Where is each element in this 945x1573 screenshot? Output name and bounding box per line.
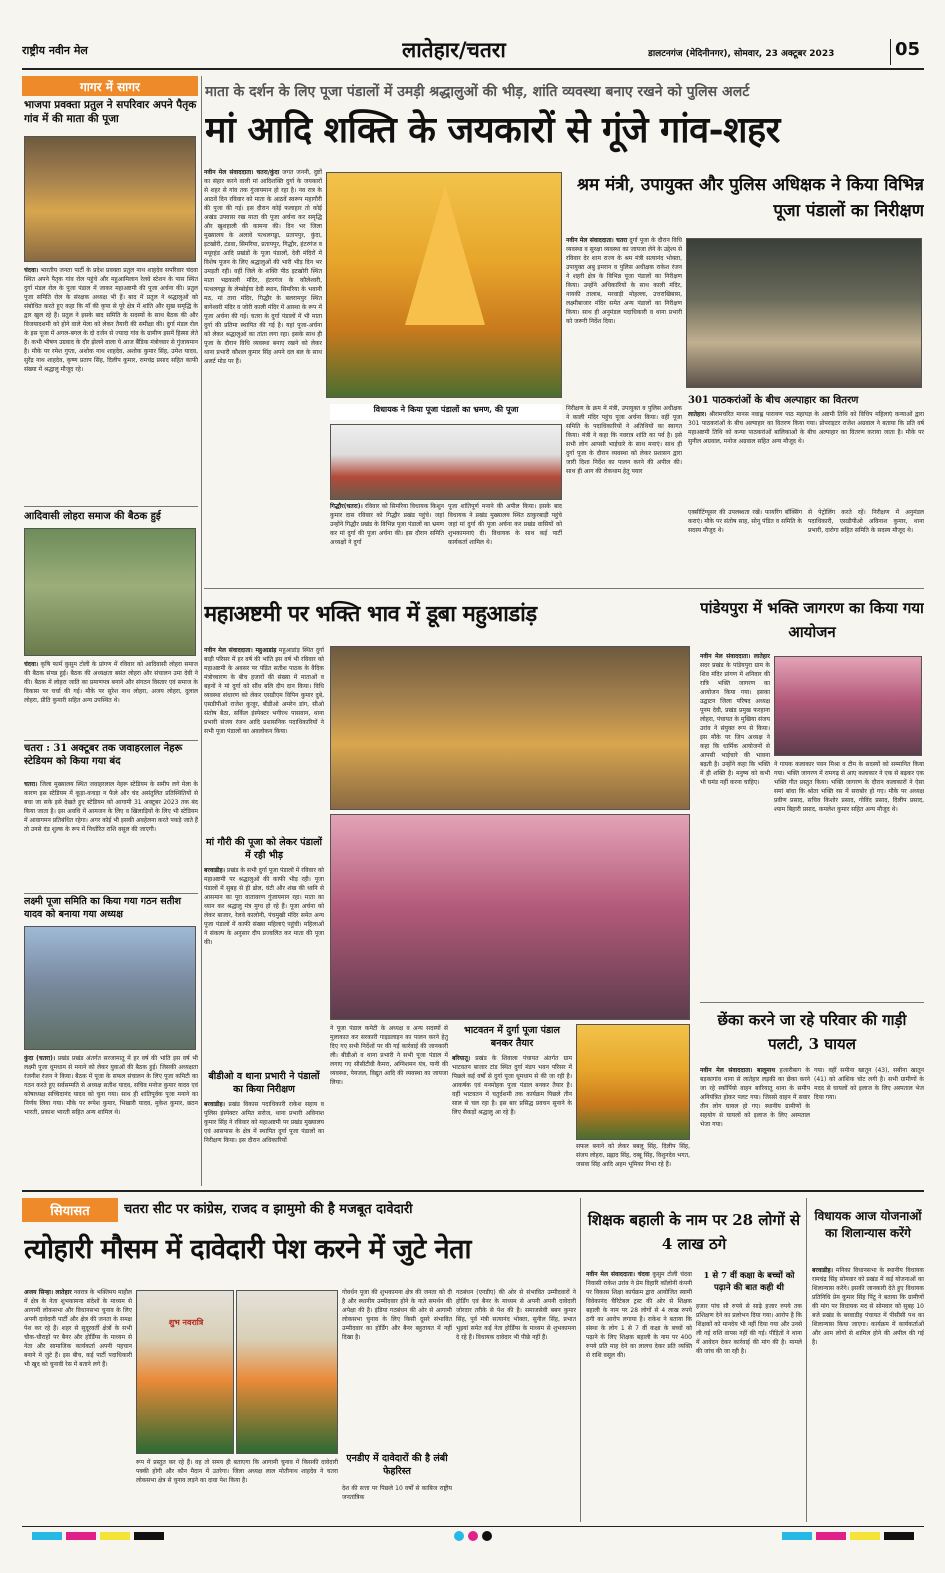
left-story3-text: जिला मुख्यालय स्थित जवाहरलाल नेहरू स्टेडियम के समीप लगे मेला के कारण इस स्टेडियम में कूड़ा-कचड़ा न फैले और चंद असंतुलित प्रतिस्थितियों से बचा जा सके इसे देखते हुए स्टेडियम को आगामी 31 अक्टूबर 2023 तक बंद किया जाता है। इस अवधि में आमजन के लिए व खिलाड़ियों के लिए भी स्टेडियम में आवागमन प्रतिबंधित रहेगा। अगर कोई भी इसकी अवहेलना करते पकड़े जाते हैं तो उनसे दंड शुल्क के रूप में निर्धारित राशि वसूल की जाएगी। (24, 781, 198, 833)
brand-name: राष्ट्रीय नवीन मेल (22, 44, 88, 57)
teacher-body-2: हजार पांच सौ रुपये से साढ़े हजार रुपये तक प्रशिक्षण देने का प्रलोभन दिया गया। आरोप है कि शिक्षकों को मानदेय भी नहीं दिया गया और उनसे ली गई राशि वापस नहीं की गई। पीड़ितों ने थाना में आवेदन देकर कार्रवाई की मांग की है। मामले की जांच की जा रही है। (696, 1303, 802, 1355)
swatch-magenta (66, 1532, 96, 1540)
left-story3-dateline: चतरा। (24, 781, 38, 788)
mahashtami-sub2-body (204, 1100, 324, 1184)
left-story2-dateline: चंदवा। (24, 661, 39, 668)
page-number: 05 (890, 39, 924, 65)
minister-headline: श्रम मंत्री, उपायुक्त और पुलिस अधिक्षक ने किया विभिन्न पूजा पंडालों का निरीक्षण (576, 175, 924, 221)
minister-body-a (566, 236, 682, 402)
left-divider-2 (24, 740, 198, 741)
main-headline: मां आदि शक्ति के जयकारों से गूंजे गांव-शहर (205, 109, 780, 151)
left-story2-body (24, 660, 198, 736)
swatch-black-right (884, 1532, 914, 1540)
swatch-cyan-right (782, 1532, 812, 1540)
swatch-black (134, 1532, 164, 1540)
bhatvatan-body (452, 1054, 572, 1184)
left-story1-dateline: चंदवा। (24, 267, 39, 274)
mahashtami-sub-dateline: बरवाडीह। (204, 867, 225, 874)
left-story1-text: भारतीय जनता पार्टी के प्रदेश प्रवक्ता प्रतुल नाथ शाहदेव सपरिवार चंदवा स्थित अपने पैतृक गांव रोल पहुंचे और महुआमिलान रेलवे स्टेशन के पास स्थित दुर्गा मंडल रोल के पूजा पंडाल में जाकर महाअष्टमी की पूजा अर्चना की। प्रतुल पूजा समिति रोल के संरक्षक अध्यक्ष भी हैं। बाद में प्रतुल ने श्रद्धालुओं को संबोधित करते हुए कहा कि माँ की कृपा से पूरे क्षेत्र में शांति और सुख समृद्धि के द्वार खुल रहे हैं। प्रतुल ने इसके बाद समिति के सदस्यों के साथ बैठक की और विजयादशमी को होने वाले मेला को लेकर तैयारी की समीक्षा की। दुर्गा मंडल रोल के इस पूजा में अगल-बगल के दो दर्जन से ज्यादा गांव के ग्रामीण इसमें हिस्सा लेते हैं। कभी भीषण उग्रवाद के दौर झेलने वाला ये आज बैंडिक मंत्रोच्चार से गुंजायमान है। मौके पर रमेश गुप्ता, अशोक नाथ शाहदेव, अशोक कुमार सिंह, उमेश यादव, सुरेंद्र नाथ शाहदेव, कृष्ण प्रताप सिंह, दिलीप कुमार, रामचंद्र प्रसाद सहित काफी संख्या में श्रद्धालु मौजूद रहे। (24, 267, 198, 373)
mla-visit-dateline: गिद्धौर(चतरा)। (330, 503, 363, 510)
left-divider-3 (24, 893, 198, 894)
left-story4-dateline: कुंदा (चतरा)। (24, 1055, 56, 1062)
teacher-pull-quote: 1 से 7 वीं कक्षा के बच्चों को पढ़ाने की बात कही थी (703, 1271, 795, 1293)
mahashtami-text: महुआडांड़ स्थित दुर्गा बाड़ी परिसर में हर वर्ष की भांति इस वर्ष भी रविवार को महाअष्टमी के अवसर पर पंडित सतीश पाठक के वैदिक मंत्रोच्चारण के बीच हजारों की संख्या में माताओं व बहनों ने मां दुर्गा को सौंध बलि दीप दान किया। विधि व्यवस्था संधारण को लेकर एसडीएम विपिन कुमार दुबे, एसडीपीओ राजेश कुजूर, बीडीओ अमरेन डांग, सीओ संतोष बैठा, सर्किल इंस्पेक्टर भगीरथ पासवान, थाना प्रभारी संजय रंजन आदि प्रशासनिक पदाधिकारियों ने सभी पूजा पंडालों का अवलोकन किया। (204, 647, 324, 735)
bhatvatan-right-body: सफल बनाने को लेकर बबलू सिंह, दिलीप सिंह, संजय लोहरा, प्रह्लाद सिंह, दब्बू सिंह, विशुनदेव भगत, जसवा सिंह आदि अहम भूमिका निभा रहे हैं। (576, 1143, 690, 1168)
pandeypura-text: सदर प्रखंड के पांडेयपुरा ग्राम के शिव मंदिर प्रांगण में शनिवार की रात्रि भक्ति जागरण का आयोजन किया गया। इसका उद्घाटन जिला परिषद अध्यक्ष पूनम देवी, प्रखंड प्रमुख फरहाना लोहरा, पंचायत के मुखिया संजय उरांव ने संयुक्त रूप से किया। इस मौके पर जिप अध्यक्ष ने कहा कि धार्मिक आयोजनों से आपसी भाईचारे की भावना बढ़ती है। उन्होंने कहा कि भक्ति में ही शक्ति है। मनुष्य को कभी भी घमंड नहीं करना चाहिए। (700, 662, 770, 786)
main-body (204, 168, 322, 400)
politics-kicker: चतरा सीट पर कांग्रेस, राजद व झामुमो की है मजबूत दावेदारी (124, 1202, 413, 1217)
main-dateline: नवीन मेल संवाददाता। चतरा/कुंदा (204, 169, 280, 176)
minister-body-b: निरीक्षण के क्रम में मंत्री, उपायुक्त व पुलिस अधीक्षक ने काली मंदिर पहुंच पूजा अर्चना किया। वहीं पूजा समिति के पदाधिकारियों ने अतिथियों का स्वागत किया। मंत्री ने कहा कि नवरात्र शांति का पर्व है। इसे सभी लोग आपसी भाईचारे के साथ मनाएं। साथ ही दुर्गा पूजा के दौरान व्यवस्था को लेकर प्रशासन द्वारा जारी दिशा निर्देश का पालन करने की अपील की। साथ ही आग की रोकथाम हेतु पयार (566, 405, 682, 475)
pandeypura-body (700, 652, 770, 998)
teacher-divider (806, 1198, 807, 1522)
temple-caption: विधायक ने किया पूजा पंडालों का भ्रमण, की पूजा (330, 404, 562, 420)
main-temple-photo (326, 172, 562, 398)
upper-divider (204, 588, 924, 589)
politics-sub-body: देश की सत्ता पर पिछले 10 वर्षों से काबिज राष्ट्रीय जनतांत्रिक (342, 1485, 452, 1501)
aid-body-3: से पेट्रोलिंग करते रहें। निरीक्षण में अनुमंडल पदाधिकारी, एसडीपीओ अविनाश कुमार, थाना प्रभारी, दारोगा सहित समिति के सदस्य मौजूद थे। (808, 509, 924, 534)
mahashtami-sub-body (204, 866, 324, 1066)
politics-body-mid: रूप में प्रस्तुत कर रहे हैं। वह तो समय ही बताएगा कि आगामी चुनाव में किसकी दावेदारी पक्की होगी और कौन मैदान में उतरेगा। जिला अध्यक्ष लाल मोतीनाथ शाहदेव ने चतरा लोकसभा क्षेत्र से चुनाव लड़ने का दावा पेश किया है। (136, 1459, 338, 1484)
accident-headline: छेंका करने जा रहे परिवार की गाड़ी पलटी, 3 घायल (717, 1011, 907, 1053)
accident-text: हजारीबाग के बड़कागांव थाना से लातेहार लड़की का छेंका करने जा रहे स्कॉर्पियो वाहन बारियातू थाना के समीप अनियंत्रित होकर पलट गया। जिससे वाहन में सवार तीन लोग घायल हो गए। स्थानीय ग्रामीणों के सहयोग से घायलों को इलाज के लिए अस्पताल भेजा गया। (700, 1067, 810, 1128)
accident-body-2: गया। वहीं समीना खातून (43), सबीना खातून (41) को आंशिक चोट लगी है। सभी ग्रामीणों के मदद से घायलों को इलाज के लिए अस्पताल भेज दिया गया। (814, 1067, 924, 1101)
mla-body (812, 1266, 924, 1520)
accident-body (700, 1066, 810, 1184)
pandeypura-dateline: नवीन मेल संवाददाता। लातेहार (700, 653, 770, 660)
mahashtami-photo-1 (330, 646, 690, 810)
mahashtami-sub2-title: बीडीओ व थाना प्रभारी ने पंडालों का किया निरीक्षण (208, 1071, 320, 1095)
mahashtami-sub2-dateline: बरवाडीह। (204, 1101, 225, 1108)
left-story2-title: आदिवासी लोहरा समाज की बैठक हुई (24, 511, 161, 522)
mahashtami-sub2-text: प्रखंड विकास पदाधिकारी राकेश सहाय व पुलिस इंस्पेक्टर अमित सरोज, थाना प्रभारी अविनाश कुमार सिंह ने रविवार को महाअष्टमी पर प्रखंड मुख्यालय एवं आसपास के क्षेत्र में स्थापित दुर्गा पूजा पंडालों का निरीक्षण किया। इस दौरान अधिकारियों (204, 1101, 324, 1144)
left-story3-body (24, 780, 198, 890)
mla-visit-text-b: पूजा शांतिपूर्ण मनाने की अपील किया। इसके बाद विधायक ने प्रखंड मुख्यालय स्थित ठाकुरबाड़ी पहुंचे जहां मां दुर्गा की पूजा अर्चना कर प्रखंड वासियों को शुभकामनाएं दी। विधायक के साथ कई पार्टी कार्यकर्ता शामिल थे। (448, 503, 562, 546)
mla-headline: विधायक आज योजनाओं का शिलान्यास करेंगे (814, 1209, 922, 1240)
left-story1-body (24, 266, 198, 504)
politics-hoarding-photo (136, 1290, 234, 1454)
mahashtami-dateline: नवीन मेल संवाददाता। महुआडांड़ (204, 647, 277, 654)
bhatvatan-title: भाटवतन में दुर्गा पूजा पंडाल बनकर तैयार (464, 1025, 560, 1049)
left-story4-photo (24, 926, 196, 1050)
mahashtami-mid-body: ने पूजा पंडाल कमेटी के अध्यक्ष व अन्य सदस्यों से मुलाकात कर सरकारी गाइडलाइन का पालन करने हेतु दिए गए सभी निर्देशों पर की गई कार्रवाई की जानकारी ली। बीडीओ व थाना प्रभारी ने सभी पूजा पंडाल में लगाए गए सीसीटीवी कैमरा, अग्निशमन यंत्र, पानी की व्यवस्था, पेयजल, विद्युत आदि की व्यवस्था का जायजा लिया। (330, 1025, 448, 1086)
page-dateline: डालटनगंज (मेदिनीनगर), सोमवार, 23 अक्टूबर 2023 (648, 49, 835, 59)
politics-divider (580, 1198, 581, 1522)
mla-visit-photo (330, 424, 562, 500)
politics-sub-title: एनडीए में दावेदारों की है लंबी फेहरिस्त (346, 1453, 448, 1477)
teacher-headline: शिक्षक बहाली के नाम पर 28 लोगों से 4 लाख ठगे (587, 1211, 801, 1253)
aid-body-2: एक्सीटिंग्यूसर की उपलब्धता रखें। फायरिंग बॉक्सिंग कराएं। मौके पर संतोष साह, सोनू पंडित व समिति के सदस्य मौजूद थे। (688, 509, 802, 534)
pandeypura-headline: पांडेयपुरा में भक्ति जागरण का किया गया आयोजन (700, 599, 924, 641)
left-divider-1 (24, 506, 198, 507)
dot-black (482, 1531, 492, 1541)
pandeypura-divider (700, 1002, 924, 1003)
swatch-magenta-right (816, 1532, 846, 1540)
politics-col4: गठबंधन (एनडीए) की ओर से संभावित उम्मीदवारों ने होर्डिंग एवं बैनर के माध्यम से अपनी अपनी दावेदारी जोरदार तरीके से पेश की है। समाजसेवी बबन कुमार सिंह, पूर्व मंत्री सत्यानंद भोक्ता, सुनील सिंह, प्रभात भुइयां समेत कई नेता होर्डिंग्स के माध्यम से शुभकामना दे रहे हैं। विधायक दावेदार भी पीछे नहीं हैं। (456, 1289, 576, 1341)
politics-hoarding-photo-2 (236, 1290, 338, 1454)
aid-text: श्रीरामचरित मानस नवाह्न पारायण पाठ महायज्ञ के अष्टमी तिथि को विधिप महिलाएं कन्याओं द्वारा 301 पाठकरांओं के बीच अल्पाहार का वितरण किया गया। प्रोपराइटर राजेश अग्रवाल ने बताया कि प्रति वर्ष महाअष्टमी तिथि को कन्या पाठकरांओं बालिकाओं के बीच अल्पाहार का वितरण कराया जाता है। मौके पर सुनील अग्रवाल, मनोज अग्रवाल सहित अन्य मौजूद थे। (688, 411, 924, 445)
masthead-rule (22, 68, 924, 70)
politics-col3: गोवर्धन पूजा की शुभकामना क्षेत्र की जनता को दी है और स्थानीय उम्मीदवार होने के नाते समर्थन की अपेक्षा की है। इंडिया गठबंधन की ओर से आगामी लोकसभा चुनाव के लिए किसी दूसरे संभावित उम्मीदवार का होर्डिंग और बैनर बहुतायत में नहीं दिखा है। (342, 1289, 452, 1341)
politics-body (24, 1288, 132, 1520)
main-body-text: जगत जननी, दुष्टों का संहार करने वाली मां आदिशक्ति दुर्गा के जयकारों से शहर से गांव तक गुंजायमान हो रहा है। नव रात्र के आठवें दिन रविवार को माता के आठवें स्वरूप महागौरी की पूजा की गई। इस दौरान कोई फलाहार तो कोई अखंड उपवास रख माता की पूजा अर्चना कर समृद्धि और खुशहाली की कामना की। दिन भर जिला मुख्यालय के अलावे पत्थलगड्डा, प्रतापपुर, कुंदा, इटखोरी, टंडवा, सिमरिया, प्रतापपुर, गिद्धौर, हंटरगंज व मयूरहंड आदि प्रखंडों के पूजा पंडालों, देवी मंदिरों में विशेष पूजन के लिए श्रद्धालुओं की भारी भीड़ दिन भर उमड़ती रही। वहीं जिले के शक्ति पीठ इटखोरी स्थित माता भद्रकाली मंदिर, हंटरगंज के कौलेश्वरी, पत्थलगड्डा के लेम्बोईया देवी स्थान, सिमरिया के भवानी मठ, मां तारा मंदिर, गिद्धौर के बलरामपुर स्थित बागेश्वरी मंदिर व जोरी काली मंदिर में आस्था के रूप में पूजा अर्चना की गई। चतरा के दुर्गा पंडालों में भी माता दुर्गा की प्रतिमा स्थापित की गई है। यहां पूजा-अर्चना को लेकर श्रद्धालुओं का तांता लगा रहा। इसके साथ ही पूजा के दौरान विधि व्यवस्था बनाए रखने को लेकर थाना प्रभारी कौशल कुमार सिंह अपने दल बल के साथ अलर्ट मोड पर हैं। (204, 169, 322, 365)
mla-dateline: बरवाडीह। (812, 1267, 833, 1274)
pandeypura-body-2: ने गायक कलाकार पवन मिश्रा व टीम के सदस्यों को सम्मानित किया गया। भक्ति जागरण में रामगढ़ से आए कलाकार ने एक से बढ़कर एक भक्ति गीत प्रस्तुत किया। भक्ति जागरण के दौरान कलाकारों ने ऐसा समां बांधा कि श्रोता भक्ति रस में सराबोर हो गए। मौके पर अध्यक्ष प्रवीण प्रसाद, सचिव किशोर प्रसाद, गोविंद प्रसाद, दिलीप प्रसाद, श्याम बिहारी प्रसाद, कमलेश कुमार सहित अन्य मौजूद थे। (774, 761, 924, 813)
left-column-divider (201, 76, 202, 1186)
left-band (22, 76, 198, 96)
left-story4-text: प्रखंड प्रखंड अंतर्गत सरजामातू में हर वर्ष की भांति इस वर्ष भी लक्ष्मी पूजा धूमधाम से मनाने को लेकर युवाओं की बैठक हुई। जिसकी अध्यक्षता रंजनीश रंजन ने किया। बैठक में पूजा के सफल संचालन के लिए पूजा कमिटी का गठन करते हुए सर्वसम्मति से अध्यक्ष सतीश यादव, सचिव मनोज कुमार यादव एवं कोषाध्यक्ष सच्चिदानंद यादव को चुना गया। साथ ही शांतिपूर्वक पूजा मनाने का निर्णय लिया गया। मौके पर रूपेश कुमार, भिखारी यादव, मुकेश कुमार, छठन भारती, प्रकाश भारती सहित अन्य शामिल थे। (24, 1055, 198, 1116)
swatch-yellow (100, 1532, 130, 1540)
hoarding-greeting: शुभ नवरात्रि (168, 1317, 204, 1327)
mahashtami-photo-2 (330, 814, 690, 1020)
left-story1-photo (24, 136, 196, 262)
masthead (22, 34, 924, 68)
politics-band (22, 1198, 118, 1222)
lower-section-rule (22, 1190, 924, 1192)
teacher-dateline: नवीन मेल संवाददाता। चंदवा (586, 1271, 650, 1278)
bhatvatan-photo (576, 1024, 690, 1140)
temple-tower (405, 185, 485, 325)
mahashtami-body (204, 646, 324, 832)
swatch-yellow-right (850, 1532, 880, 1540)
mla-visit-text-a (330, 502, 444, 578)
left-story4-title: लक्ष्मी पूजा समिति का किया गया गठन सतीश यादव को बनाया गया अध्यक्ष (24, 896, 182, 920)
aid-title: 301 पाठकरांओं के बीच अल्पाहार का वितरण (688, 395, 859, 406)
left-band-label: गागर में सागर (80, 80, 140, 94)
left-story3-title: चतरा : 31 अक्टूबर तक जवाहरलाल नेहरू स्टेडियम को किया गया बंद (24, 743, 183, 767)
teacher-text: कुसुम टोली चंदवा निवासी राकेश उरांव ने प्रेम विहारि कॉलोनी कंपनी पर विकास शिक्षा कार्यक्रम द्वारा आयोजित स्वामी विवेकानंद चैरिटेबल ट्रस्ट की ओर से शिक्षक बहाली के नाम पर 28 लोगों से 4 लाख रुपये ठगी का आरोप लगाया है। राकेश ने बताया कि संस्था के लोग 1 से 7 वीं कक्षा के बच्चों को पढ़ाने के लिए शिक्षक बहाली के नाम पर 400 रुपये प्रति माह देने का लालच देकर प्रति व्यक्ति से राशि वसूल की। (586, 1271, 692, 1359)
mla-visit-text: रविवार को सिमरिया विधायक किशुन कुमार दास रविवार को गिद्धौर प्रखंड पहुंचे। जहां उन्होंने गिद्धौर प्रखंड के विभिन्न पूजा पंडालों का भ्रमण कर मां दुर्गा की पूजा अर्चना की। इस दौरान समिति अध्यक्षों ने दुर्गा (330, 503, 444, 546)
mahashtami-sub-text: प्रखंड के सभी दुर्गा पूजा पंडालों में रविवार को महाअष्टमी पर श्रद्धालुओं की काफी भीड़ रही। पूजा पंडालों में सुबह से ही ढोल, घंटी और शंख की ध्वनि से आसमान का पूरा वातावरण गुंजायमान रहा। माता का ध्यान कर श्रद्धालु मंत्र मुग्ध हो रहे हैं। पूजा अर्चना को लेकर बाजार, रेलवे कालोनी, पंचमुखी मंदिर समेत अन्य पूजा पंडालों में काफी संख्या महिलाएं पहुंची। महिलाओं ने संकल्प के अनुसार दीप प्रज्वलित कर माता की पूजा की। (204, 867, 324, 946)
accident-dateline: नवीन मेल संवाददाता। बालूमाथ (700, 1067, 776, 1074)
mahashtami-headline: महाअष्टमी पर भक्ति भाव में डूबा महुआडांड़ (204, 601, 537, 627)
aid-body (688, 410, 924, 500)
politics-headline: त्योहारी मौसम में दावेदारी पेश करने में जुटे नेता (24, 1234, 472, 1265)
left-story1-title: भाजपा प्रवक्ता प्रतुल ने सपरिवार अपने पैतृक गांव में की माता की पूजा (24, 99, 197, 125)
mahashtami-sub-title: मां गौरी की पूजा को लेकर पंडालों में रही भीड़ (205, 837, 323, 861)
minister-text-a: दुर्गा पूजा के दौरान विधि व्यवस्था व सुरक्षा व्यवस्था का जायजा लेने के उद्देश्य से रविवार देर शाम राज्य के श्रम मंत्री सत्यानंद भोक्ता, उपायुक्त अबु इमरान व पुलिस अधीक्षक राकेश रंजन ने शहरी क्षेत्र के विभिन्न पूजा पंडालों का निरीक्षण किया। उन्होंने अधिकारियों के साथ काली मंदिर, नायकी तालाब, मरवाड़ी मोहल्ला, उत्तराखिबास, लक्ष्मीबाजार मंदिर समेत अन्य पंडालों का निरीक्षण किया। साथ ही अनुमंडल पदाधिकारी व थाना प्रभारी को जरूरी निर्देश दिया। (566, 237, 682, 325)
politics-band-label: सियासत (50, 1204, 90, 1219)
bhatvatan-dateline: बरियातू। (452, 1055, 471, 1062)
mla-text: मनिका विधानसभा के स्थानीय विधायक रामचंद्र सिंह सोमवार को प्रखंड में कई योजनाओं का शिलान्यास करेंगे। इसकी जानकारी देते हुए विधायक प्रतिनिधि प्रेम कुमार सिंह पिंटू ने बताया कि ग्रामीणों की मांग पर विधायक मद से सोमवार को सुबह 10 बजे प्रखंड के बरवाडीह पंचायत में पीसीसी पथ का शिलान्यास किया जाएगा। कार्यक्रम में कार्यकर्ताओं और आम लोगों से शामिल होने की अपील की गई है। (812, 1267, 924, 1346)
main-kicker: माता के दर्शन के लिए पूजा पंडालों में उमड़ी श्रद्धालुओं की भीड़, शांति व्यवस्था बनाए रखने को पुलिस अलर्ट (205, 84, 750, 100)
dot-cyan (454, 1531, 464, 1541)
pandeypura-photo (774, 656, 922, 756)
minister-dateline: नवीन मेल संवाददाता। चतरा (566, 237, 628, 244)
section-title: लातेहार/चतरा (402, 37, 506, 62)
politics-text: नवरात्र के भक्तिमय माहौल में क्षेत्र के नेता शुभकामना संदेशों के माध्यम से आगामी लोकसभा और विधानसभा चुनाव के लिए अपनी दावेदारी पार्टी और क्षेत्र की जनता के समक्ष पेश कर रहे हैं। शहर से सुदूरवर्ती क्षेत्रों के सभी चौक-चौराहों पर बैनर और होर्डिंग्स के माध्यम से नेता और सामाजिक कार्यकर्ता अपनी पहचान बनाने में जुटे हैं। इस बीच, कई पार्टी पदाधिकारी भी खुद को चुनावी रेस में बताने लगे हैं। (24, 1289, 132, 1368)
registration-marks (22, 1530, 924, 1542)
left-story4-body (24, 1054, 198, 1184)
bhatvatan-text: प्रखंड के शिवाला पंचायत अंतर्गत ग्राम भाटवतन बाजार टांड स्थित दुर्गा मंडप भवन परिसर में पिछले कई वर्षों से दुर्गा पूजा धूमधाम से की जा रही है। आकर्षक एवं मनमोहक पूजा पंडाल बनकर तैयार है। वहीं भाटवतन में चतुर्दशमी तक कार्यक्रम पिछले तीन साल से चल रहा है। इस बार प्रसिद्ध प्रवचन सुनाने के लिए सैकड़ों श्रद्धालु आ रहे हैं। (452, 1055, 572, 1116)
left-story2-text: कृषि फार्म कुसुम टोली के प्रांगण में रविवार को आदिवासी लोहरा समाज की बैठक संपन्न हुई। बैठक की अध्यक्षता बसंत लोहरा और संचालन उमा देवी ने की। बैठक में लोहरा जाति का प्रमाणपत्र बनाने और संगठन विस्तार एवं समाज के विकास पर चर्चा की गई। मौके पर सुरेश नाथ लोहरा, अजय लोहरा, दुलाल लोहरा, प्रीति कुमारी सहित अन्य उपस्थित थे। (24, 661, 198, 704)
dot-magenta (468, 1531, 478, 1541)
teacher-body (586, 1270, 692, 1520)
politics-dateline: अजय सिन्हा। लातेहार (24, 1289, 72, 1296)
footer-rule (22, 1526, 924, 1527)
left-story2-photo (24, 528, 196, 656)
aid-dateline: लातेहार। (688, 411, 707, 418)
swatch-cyan (32, 1532, 62, 1540)
minister-photo (686, 238, 922, 388)
